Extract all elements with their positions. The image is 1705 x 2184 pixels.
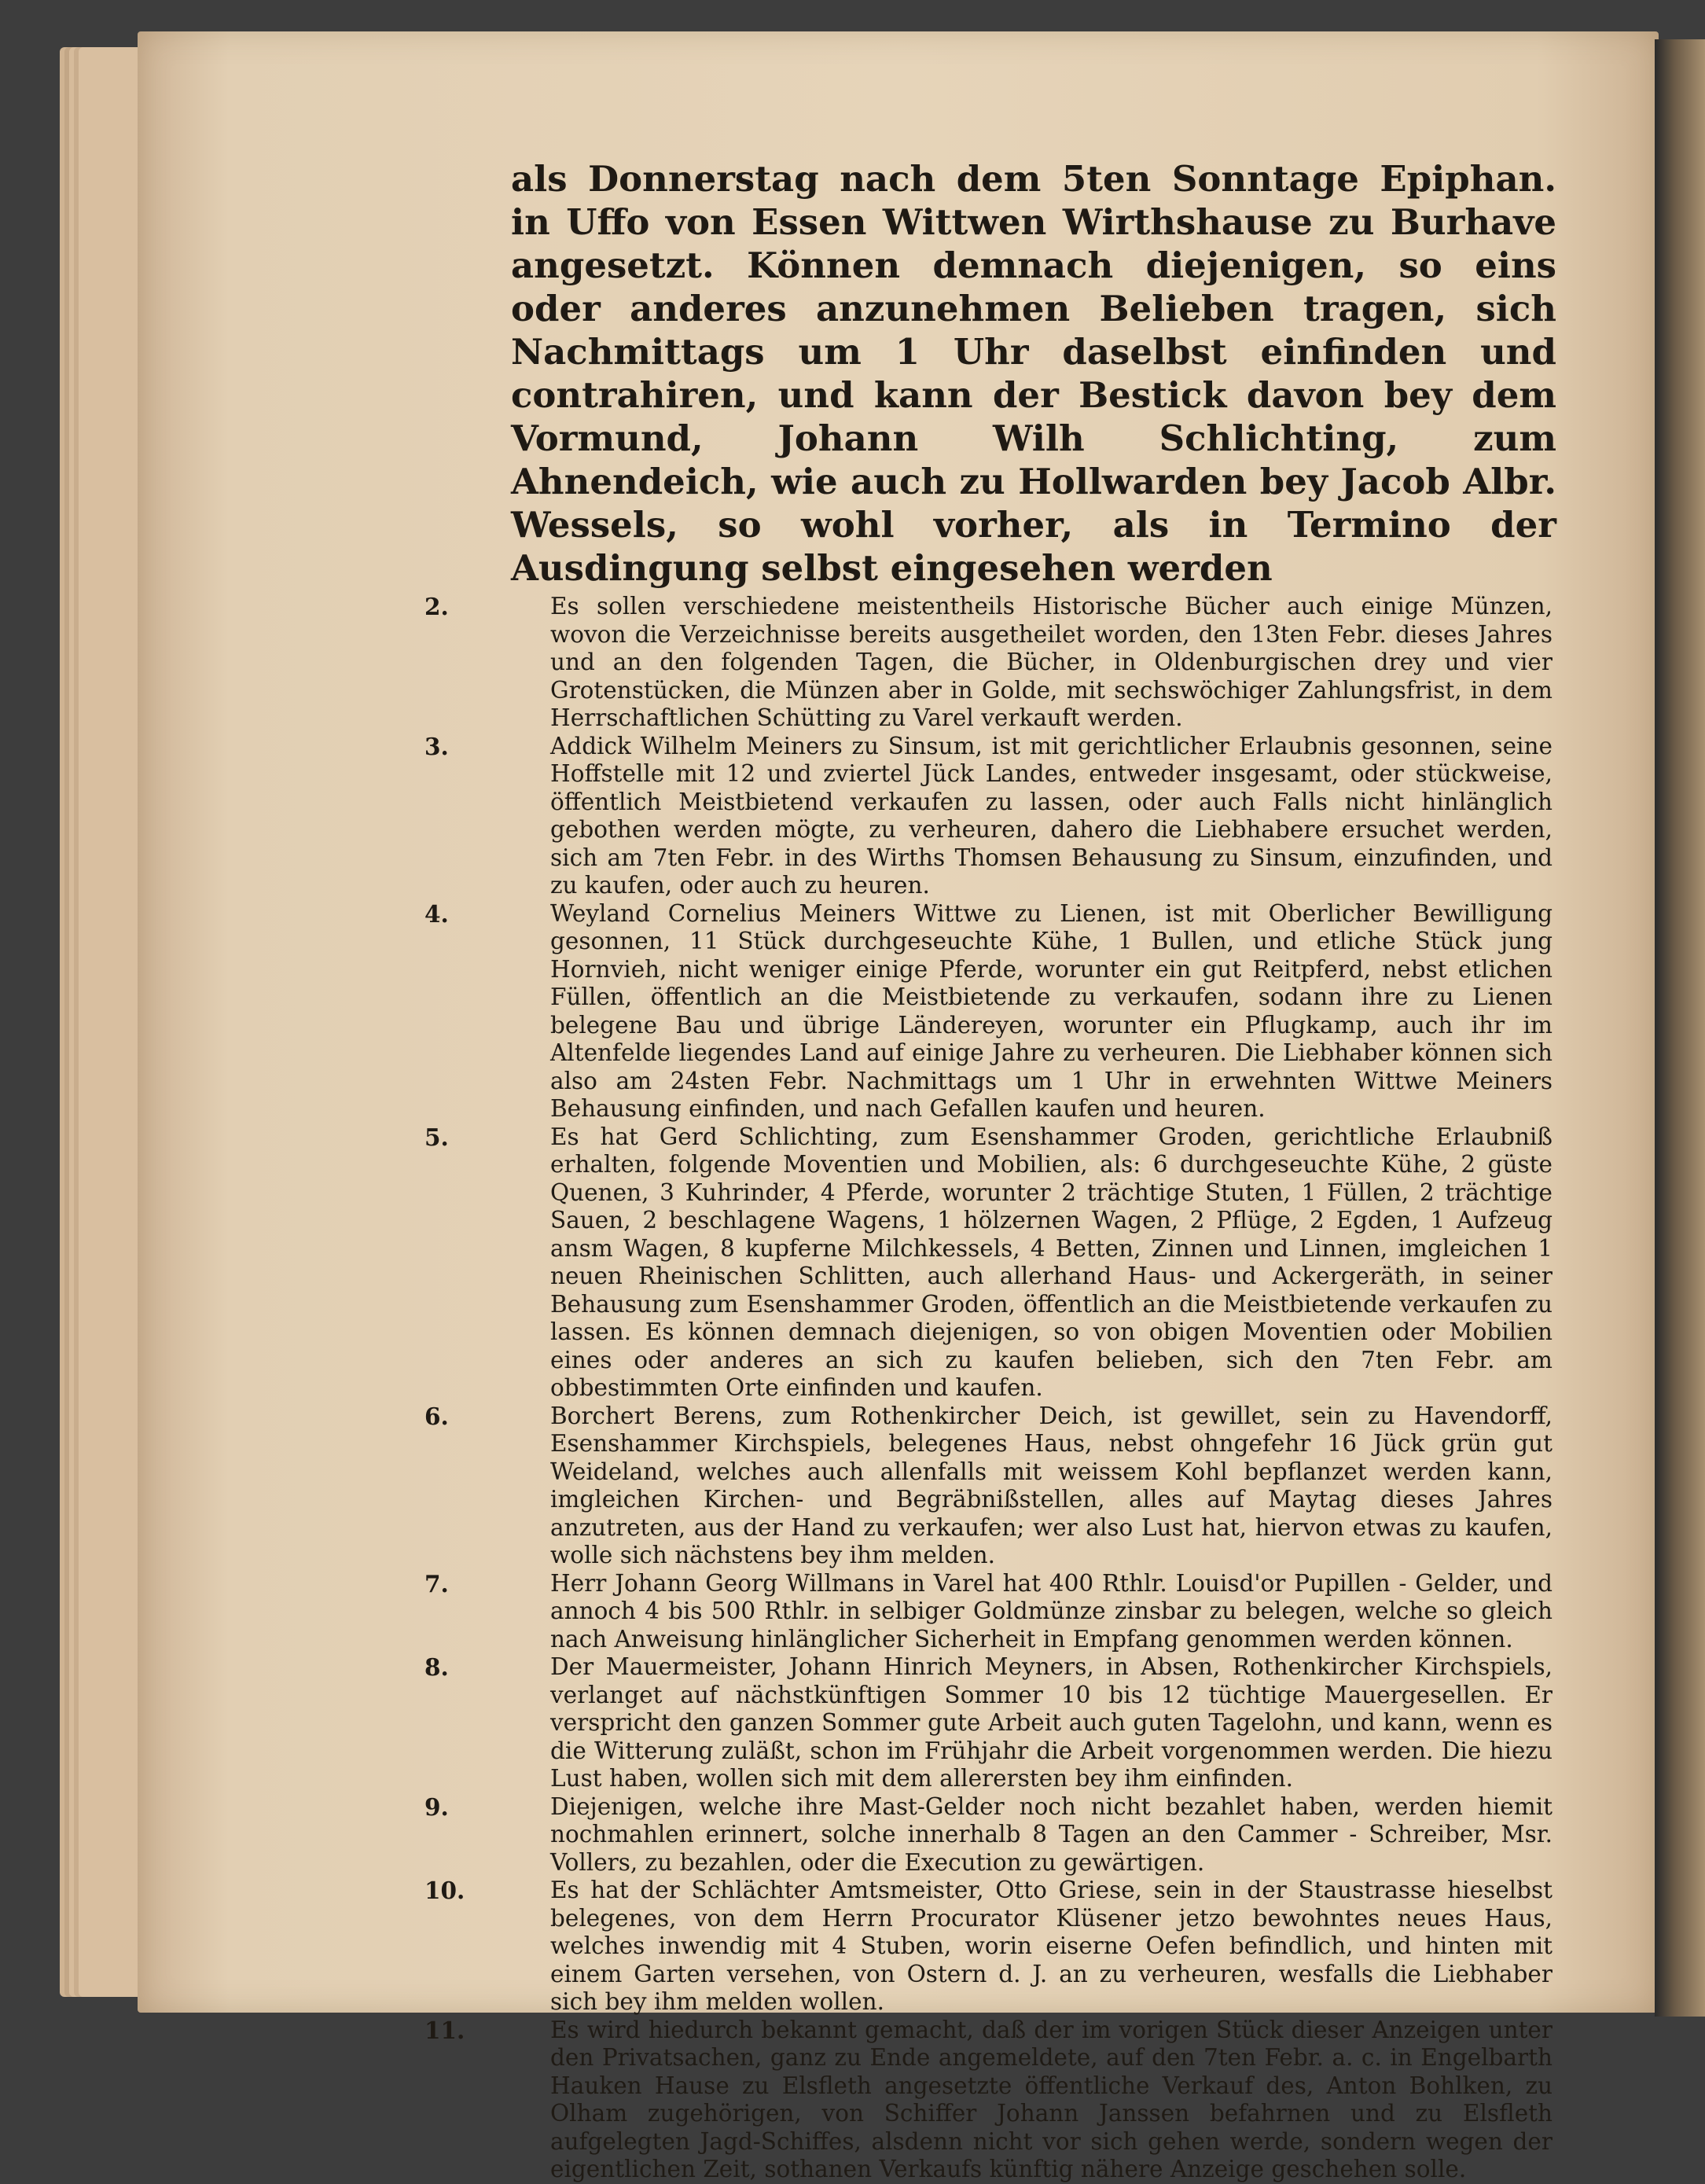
entry-text: Addick Wilhelm Meiners zu Sinsum, ist mit gerichtlicher Erlaubnis gesonnen, seine Hoffstelle mit 12 und zviertel Jück Landes, entweder insgesamt, oder stückweise, öffentlich Meistbietend verkaufen zu lassen, oder auch Falls nicht hinlänglich gebothen werden mögte, zu verheuren, dahero die Liebhabere ersuchet werden, sich am 7ten Febr. in des Wirths Thomsen Behausung zu Sinsum, einzufinden, und zu kaufen, oder auch zu heuren.	[550, 732, 1553, 899]
entry-number: 2.	[424, 593, 449, 620]
notice-entry	[424, 1123, 1553, 1403]
entry-number: 6.	[424, 1402, 449, 1430]
entry-text: Es hat der Schlächter Amtsmeister, Otto Griese, sein in der Staustrasse hieselbst belegenes, von dem Herrn Procurator Klüsener jetzo bewohntes neues Haus, welches inwendig mit 4 Stuben, worin eiserne Oefen befindlich, und hinten mit einem Garten versehen, von Ostern d. J. an zu verheuren, wesfalls die Liebhaber sich bey ihm melden wollen.	[550, 1877, 1553, 2015]
entry-number: 8.	[424, 1653, 449, 1681]
notice-entry	[424, 1877, 1553, 2017]
book-gutter	[1655, 39, 1705, 2017]
entry-text: Herr Johann Georg Willmans in Varel hat 400 Rthlr. Louisd'or Pupillen - Gelder, und annoch 4 bis 500 Rthlr. in selbiger Goldmünze zinsbar zu belegen, welche so gleich nach Anweisung hinlänglicher Sicherheit in Empfang genommen werden können.	[550, 1569, 1553, 1653]
entry-text: Diejenigen, welche ihre Mast-Gelder noch nicht bezahlet haben, werden hiemit nochmahlen erinnert, solche innerhalb 8 Tagen an den Cammer - Schreiber, Msr. Vollers, zu bezahlen, oder die Execution zu gewärtigen.	[550, 1792, 1553, 1876]
entry-number: 10.	[424, 1877, 465, 1904]
entry-number: 3.	[424, 732, 449, 760]
entry-text: Der Mauermeister, Johann Hinrich Meyners, in Absen, Rothenkircher Kirchspiels, verlanget auf nächstkünftigen Sommer 10 bis 12 tüchtige Mauergesellen. Er verspricht den ganzen Sommer gute Arbeit auch guten Tagelohn, und kann, wenn es die Witterung zuläßt, schon im Frühjahr die Arbeit vorgenommen werden. Die hiezu Lust haben, wollen sich mit dem allerersten bey ihm einfinden.	[550, 1653, 1553, 1792]
entry-text: Borchert Berens, zum Rothenkircher Deich, ist gewillet, sein zu Havendorff, Esenshammer Kirchspiels, belegenes Haus, nebst ohngefehr 16 Jück grün gut Weideland, welches auch allenfalls mit weissem Kohl bepflanzet werden kann, imgleichen Kirchen- und Begräbnißstellen, alles auf Maytag dieses Jahres anzutreten, aus der Hand zu verkaufen; wer also Lust hat, hiervon etwas zu kaufen, wolle sich nächstens bey ihm melden.	[550, 1402, 1553, 1568]
notice-entry	[424, 1403, 1553, 1570]
entry-number: 4.	[424, 899, 449, 928]
notice-entry	[424, 593, 1553, 733]
notice-entry	[424, 733, 1553, 900]
entry-number: 11.	[424, 2016, 465, 2044]
notice-entry	[424, 900, 1553, 1123]
notice-entry	[424, 1653, 1553, 1793]
entry-number: 9.	[424, 1792, 449, 1821]
notice-entry	[424, 2017, 1553, 2184]
entry-text: Weyland Cornelius Meiners Wittwe zu Lienen, ist mit Oberlicher Bewilligung gesonnen, 11 Stück durchgeseuchte Kühe, 1 Bullen, und etliche Stück jung Hornvieh, nicht weniger einige Pferde, worunter ein gut Reitpferd, nebst etlichen Füllen, öffentlich an die Meistbietende zu verkaufen, sodann ihre zu Lienen belegene Bau und übrige Ländereyen, worunter ein Pflugkamp, auch ihr im Altenfelde liegendes Land auf einige Jahre zu verheuren. Die Liebhaber können sich also am 24sten Febr. Nachmittags um 1 Uhr in erwehnten Wittwe Meiners Behausung einfinden, und nach Gefallen kaufen und heuren.	[550, 899, 1553, 1122]
page-content	[424, 157, 1572, 2184]
notice-entry	[424, 1570, 1553, 1654]
entry-text: Es sollen verschiedene meistentheils Historische Bücher auch einige Münzen, wovon die Verzeichnisse bereits ausgetheilet worden, den 13ten Febr. dieses Jahres und an den folgenden Tagen, die Bücher, in Oldenburgischen drey und vier Grotenstücken, die Münzen aber in Golde, mit sechswöchiger Zahlungsfrist, in dem Herrschaftlichen Schütting zu Varel verkauft werden.	[550, 593, 1553, 731]
intro-paragraph: als Donnerstag nach dem 5ten Sonntage Epiphan. in Uffo von Essen Wittwen Wirthshause zu Burhave angesetzt. Können demnach diejenigen, so eins oder anderes anzunehmen Belieben tragen, sich Nachmittags um 1 Uhr daselbst einfinden und contrahiren, und kann der Bestick davon bey dem Vormund, Johann Wilh Schlichting, zum Ahnendeich, wie auch zu Hollwarden bey Jacob Albr. Wessels, so wohl vorher, als in Termino der Ausdingung selbst eingesehen werden	[511, 158, 1556, 589]
notice-entry	[424, 1793, 1553, 1877]
entry-text: Es hat Gerd Schlichting, zum Esenshammer Groden, gerichtliche Erlaubniß erhalten, folgende Moventien und Mobilien, als: 6 durchgeseuchte Kühe, 2 güste Quenen, 3 Kuhrinder, 4 Pferde, worunter 2 trächtige Stuten, 1 Füllen, 2 trächtige Sauen, 2 beschlagene Wagens, 1 hölzernen Wagen, 2 Pflüge, 2 Egden, 1 Aufzeug ansm Wagen, 8 kupferne Milchkessels, 4 Betten, Zinnen und Linnen, imgleichen 1 neuen Rheinischen Schlitten, auch allerhand Haus- und Ackergeräth, in seiner Behausung zum Esenshammer Groden, öffentlich an die Meistbietende verkaufen zu lassen. Es können demnach diejenigen, so von obigen Moventien oder Mobilien eines oder anderes an sich zu kaufen belieben, sich den 7ten Febr. am obbestimmten Orte einfinden und kaufen.	[550, 1123, 1553, 1401]
entry-text: Es wird hiedurch bekannt gemacht, daß der im vorigen Stück dieser Anzeigen unter den Privatsachen, ganz zu Ende angemeldete, auf den 7ten Febr. a. c. in Engelbarth Hauken Hause zu Elsfleth angesetzte öffentliche Verkauf des, Anton Bohlken, zu Olham zugehörigen, von Schiffer Johann Janssen befahrnen und zu Elsfleth aufgelegten Jagd-Schiffes, alsdenn nicht vor sich gehen werde, sondern wegen der eigentlichen Zeit, sothanen Verkaufs künftig nähere Anzeige geschehen solle.	[550, 2016, 1553, 2182]
entry-number: 7.	[424, 1569, 449, 1598]
entry-number: 5.	[424, 1123, 449, 1151]
